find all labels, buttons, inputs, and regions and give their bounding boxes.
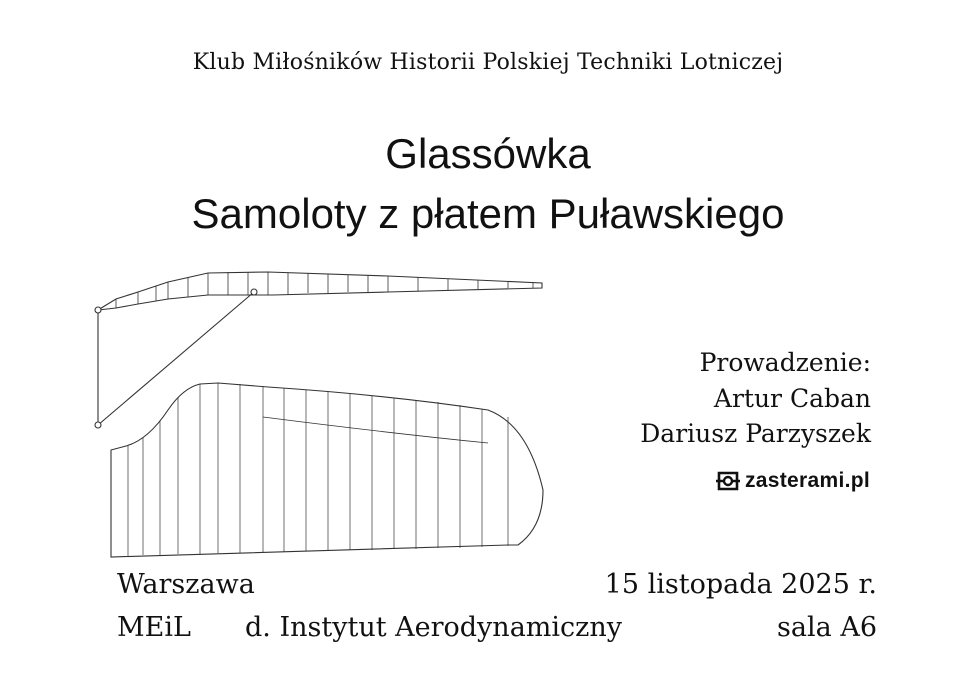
page-title: Glassówka (385, 130, 591, 177)
wing-front-view (95, 272, 542, 428)
zasterami-logo[interactable] (715, 466, 870, 496)
wing-plan-view (111, 383, 543, 557)
event-date: 15 listopada 2025 r. (604, 569, 877, 600)
wing-drawing (88, 265, 558, 565)
logo-text: zasterami.pl (745, 469, 870, 492)
room: sala A6 (777, 612, 877, 643)
lecturers-label: Prowadzenie: (699, 348, 871, 377)
zasterami-logo-icon (715, 469, 741, 493)
organization-name: Klub Miłośników Historii Polskiej Techniki Lotniczej (192, 50, 784, 75)
institute: d. Instytut Aerodynamiczny (245, 612, 623, 643)
page-subtitle: Samoloty z płatem Puławskiego (191, 190, 785, 237)
lecturer-name: Artur Caban (713, 384, 871, 413)
city: Warszawa (117, 569, 255, 600)
faculty: MEiL (117, 612, 191, 643)
lecturer-name: Dariusz Parzyszek (640, 419, 871, 448)
